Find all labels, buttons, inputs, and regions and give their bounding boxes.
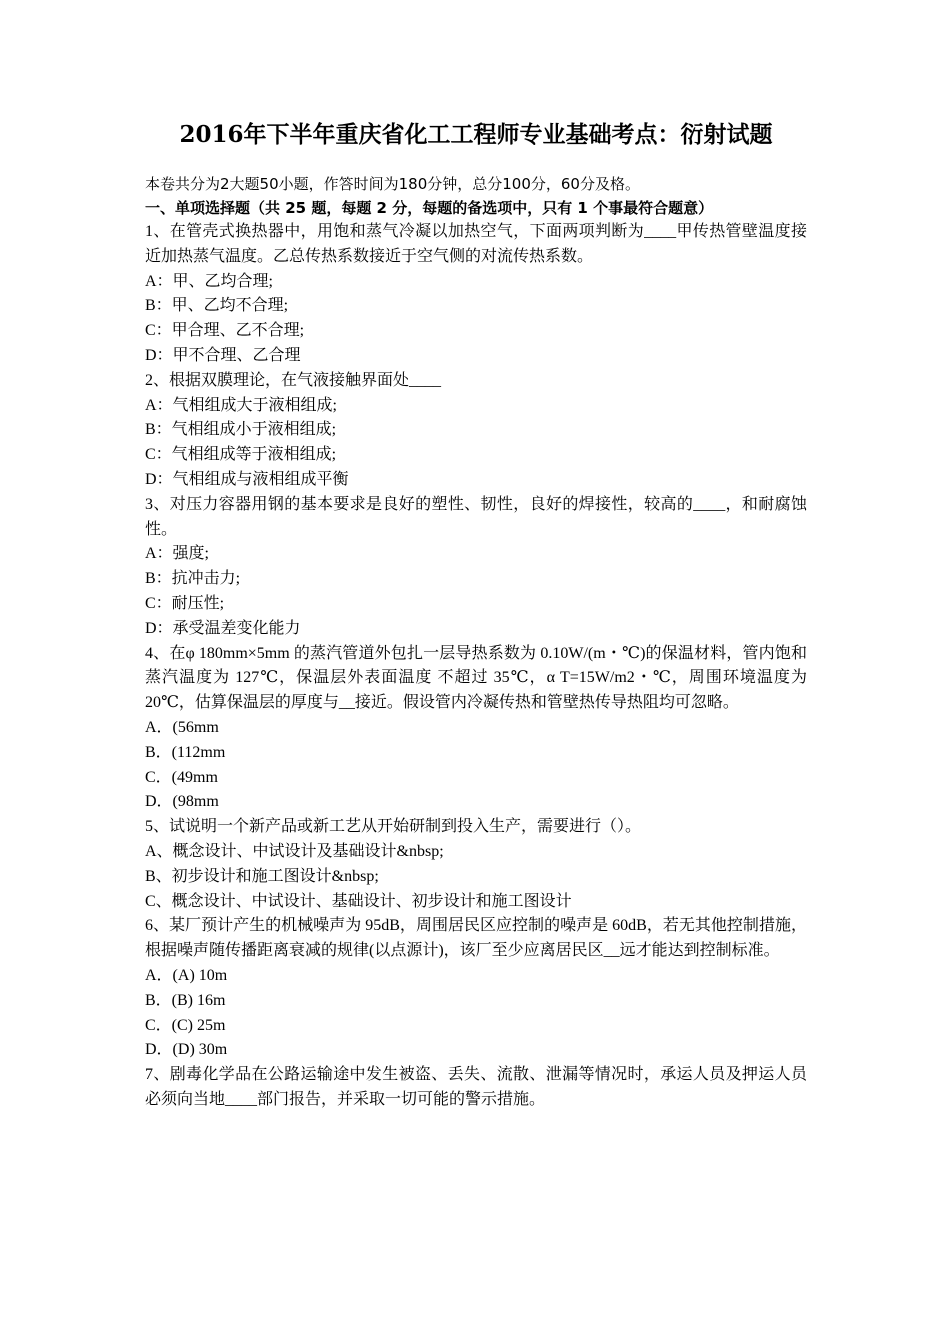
question-option: B：甲、乙均不合理; — [145, 297, 289, 315]
question-7 — [145, 1063, 807, 1113]
question-option: D．(D) 30m — [145, 1041, 228, 1059]
question-option: C、概念设计、中试设计、基础设计、初步设计和施工图设计 — [145, 892, 572, 910]
question-option: D：气相组成与液相组成平衡 — [145, 470, 349, 488]
question-option: C．(C) 25m — [145, 1016, 226, 1034]
question-option: D．(98mm — [145, 793, 219, 811]
question-stem: 4、在φ 180mm×5mm 的蒸汽管道外包扎一层导热系数为 0.10W/(m・℃)的保温材料，管内饱和蒸汽温度为 127℃，保温层外表面温度 不超过 35℃，α T=15W/m2・℃，周围环境温度为20℃，估算保温层的厚度与__接近。假设管内冷凝传热和管壁热传导热阻均可忽略。 — [145, 644, 807, 712]
document-title: 2016年下半年重庆省化工工程师专业基础考点：衍射试题 — [179, 121, 773, 148]
question-option: C．(49mm — [145, 768, 218, 786]
question-stem: 5、试说明一个新产品或新工艺从开始研制到投入生产，需要进行（）。 — [145, 818, 642, 836]
question-option: A：气相组成大于液相组成; — [145, 396, 338, 414]
question-option: B．(112mm — [145, 743, 226, 761]
document-page — [145, 118, 807, 1113]
question-5 — [145, 815, 807, 914]
section-heading: 一、单项选择题（共 25 题，每题 2 分，每题的备选项中，只有 1 个事最符合题意） — [145, 199, 714, 217]
question-option: C：甲合理、乙不合理; — [145, 322, 305, 340]
question-4 — [145, 642, 807, 816]
question-option: B：气相组成小于液相组成; — [145, 421, 337, 439]
exam-intro: 本卷共分为2大题50小题，作答时间为180分钟，总分100分，60分及格。 — [145, 175, 640, 193]
question-1 — [145, 220, 807, 369]
question-option: C：耐压性; — [145, 594, 225, 612]
question-option: A．(A) 10m — [145, 966, 228, 984]
question-stem: 1、在管壳式换热器中，用饱和蒸气冷凝以加热空气，下面两项判断为____甲传热管壁温度接近加热蒸气温度。乙总传热系数接近于空气侧的对流传热系数。 — [145, 223, 807, 265]
question-option: D：承受温差变化能力 — [145, 619, 301, 637]
question-option: C：气相组成等于液相组成; — [145, 446, 337, 464]
question-stem: 2、根据双膜理论，在气液接触界面处____ — [145, 371, 442, 389]
question-option: A．(56mm — [145, 718, 219, 736]
question-option: B：抗冲击力; — [145, 570, 241, 588]
question-stem: 7、剧毒化学品在公路运输途中发生被盗、丢失、流散、泄漏等情况时，承运人员及押运人员必须向当地____部门报告，并采取一切可能的警示措施。 — [145, 1066, 807, 1108]
question-option: B、初步设计和施工图设计&nbsp; — [145, 867, 379, 885]
question-option: A：甲、乙均合理; — [145, 272, 274, 290]
question-stem: 3、对压力容器用钢的基本要求是良好的塑性、韧性，良好的焊接性，较高的____，和耐腐蚀性。 — [145, 495, 807, 538]
question-list — [145, 220, 807, 1113]
question-3 — [145, 493, 807, 642]
question-stem: 6、某厂预计产生的机械噪声为 95dB，周围居民区应控制的噪声是 60dB，若无其他控制措施，根据噪声随传播距离衰减的规律(以点源计)，该厂至少应离居民区__远才能达到控制标准。 — [145, 917, 807, 960]
question-6 — [145, 914, 807, 1063]
question-option: A：强度; — [145, 545, 210, 563]
question-option: A、概念设计、中试设计及基础设计&nbsp; — [145, 842, 444, 860]
question-option: B．(B) 16m — [145, 991, 226, 1009]
question-option: D：甲不合理、乙合理 — [145, 346, 301, 364]
question-2 — [145, 369, 807, 493]
